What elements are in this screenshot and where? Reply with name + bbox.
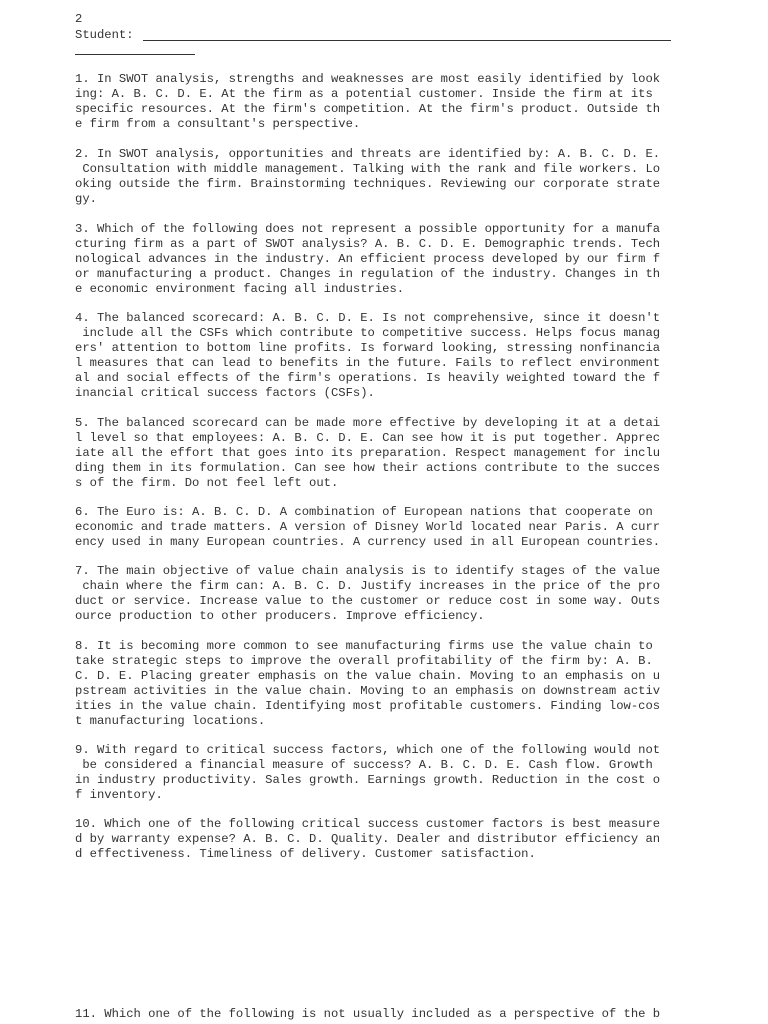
question-text-line: d effectiveness. Timeliness of delivery. Customer satisfaction. xyxy=(75,846,536,861)
question-text-line: 8. It is becoming more common to see manufacturing firms use the value chain to xyxy=(75,639,653,653)
question-2 xyxy=(75,147,660,207)
question-text-line: f inventory. xyxy=(75,787,163,802)
student-label: Student: xyxy=(75,28,134,42)
question-9 xyxy=(75,743,660,803)
question-text-line: Consultation with middle management. Talking with the rank and file workers. Lo xyxy=(75,161,661,176)
question-text-line: l level so that employees: A. B. C. D. E. Can see how it is put together. Apprec xyxy=(75,430,661,445)
question-text-line: specific resources. At the firm's competition. At the firm's product. Outside th xyxy=(75,101,661,116)
question-text-line: al and social effects of the firm's operations. Is heavily weighted toward the f xyxy=(75,370,661,385)
page-number: 2 xyxy=(75,12,83,26)
question-text-line: pstream activities in the value chain. Moving to an emphasis on downstream activ xyxy=(75,683,661,698)
question-text-line: duct or service. Increase value to the customer or reduce cost in some way. Outs xyxy=(75,593,661,608)
question-text-line: 1. In SWOT analysis, strengths and weaknesses are most easily identified by look xyxy=(75,72,661,86)
question-text-line: be considered a financial measure of success? A. B. C. D. E. Cash flow. Growth xyxy=(75,757,653,772)
question-text-line: oking outside the firm. Brainstorming techniques. Reviewing our corporate strate xyxy=(75,176,661,191)
question-text-line: 5. The balanced scorecard can be made more effective by developing it at a detai xyxy=(75,416,661,430)
question-5 xyxy=(75,416,660,491)
question-text-line: e firm from a consultant's perspective. xyxy=(75,116,361,131)
question-text-line: l measures that can lead to benefits in the future. Fails to reflect environment xyxy=(75,355,661,370)
question-text-line: chain where the firm can: A. B. C. D. Justify increases in the price of the pro xyxy=(75,578,661,593)
question-text-line: ities in the value chain. Identifying most profitable customers. Finding low-cos xyxy=(75,698,661,713)
question-text-line: 6. The Euro is: A. B. C. D. A combination of European nations that cooperate on xyxy=(75,505,653,519)
question-8 xyxy=(75,639,660,728)
question-text-line: ource production to other producers. Improve efficiency. xyxy=(75,608,485,623)
question-text-line: s of the firm. Do not feel left out. xyxy=(75,475,339,490)
question-text-line: ency used in many European countries. A currency used in all European countries. xyxy=(75,534,661,549)
question-text-line: in industry productivity. Sales growth. Earnings growth. Reduction in the cost o xyxy=(75,772,661,787)
question-text-line: ers' attention to bottom line profits. Is forward looking, stressing nonfinancia xyxy=(75,340,661,355)
question-text-line: 11. Which one of the following is not usually included as a perspective of the b xyxy=(75,1007,661,1021)
question-text-line: d by warranty expense? A. B. C. D. Quality. Dealer and distributor efficiency an xyxy=(75,831,661,846)
question-10 xyxy=(75,817,660,862)
question-text-line: 7. The main objective of value chain analysis is to identify stages of the value xyxy=(75,564,661,578)
question-text-line: iate all the effort that goes into its preparation. Respect management for inclu xyxy=(75,445,661,460)
question-6 xyxy=(75,505,660,550)
question-text-line: inancial critical success factors (CSFs). xyxy=(75,385,375,400)
question-text-line: cturing firm as a part of SWOT analysis? A. B. C. D. E. Demographic trends. Tech xyxy=(75,236,661,251)
question-1 xyxy=(75,72,660,132)
question-text-line: 10. Which one of the following critical success customer factors is best measure xyxy=(75,817,661,831)
question-text-line: 2. In SWOT analysis, opportunities and threats are identified by: A. B. C. D. E. xyxy=(75,147,661,161)
question-text-line: include all the CSFs which contribute to competitive success. Helps focus manag xyxy=(75,325,661,340)
question-text-line: take strategic steps to improve the overall profitability of the firm by: A. B. xyxy=(75,653,653,668)
question-7 xyxy=(75,564,660,624)
question-text-line: t manufacturing locations. xyxy=(75,713,266,728)
student-answer-line-continued xyxy=(75,54,195,55)
question-text-line: C. D. E. Placing greater emphasis on the value chain. Moving to an emphasis on u xyxy=(75,668,661,683)
question-text-line: or manufacturing a product. Changes in regulation of the industry. Changes in th xyxy=(75,266,661,281)
question-text-line: 4. The balanced scorecard: A. B. C. D. E. Is not comprehensive, since it doesn't xyxy=(75,311,661,325)
question-text-line: nological advances in the industry. An efficient process developed by our firm f xyxy=(75,251,661,266)
question-text-line: 9. With regard to critical success factors, which one of the following would not xyxy=(75,743,661,757)
question-text-line: e economic environment facing all industries. xyxy=(75,281,405,296)
question-4 xyxy=(75,311,660,400)
question-text-line: ing: A. B. C. D. E. At the firm as a potential customer. Inside the firm at its xyxy=(75,86,653,101)
question-text-line: 3. Which of the following does not represent a possible opportunity for a manufa xyxy=(75,222,661,236)
question-3 xyxy=(75,222,660,297)
student-field[interactable] xyxy=(75,28,134,43)
question-text-line: gy. xyxy=(75,191,97,206)
question-text-line: economic and trade matters. A version of Disney World located near Paris. A curr xyxy=(75,519,661,534)
student-answer-line[interactable] xyxy=(143,40,671,41)
question-text-line: ding them in its formulation. Can see how their actions contribute to the succes xyxy=(75,460,661,475)
question-11 xyxy=(75,1007,660,1022)
